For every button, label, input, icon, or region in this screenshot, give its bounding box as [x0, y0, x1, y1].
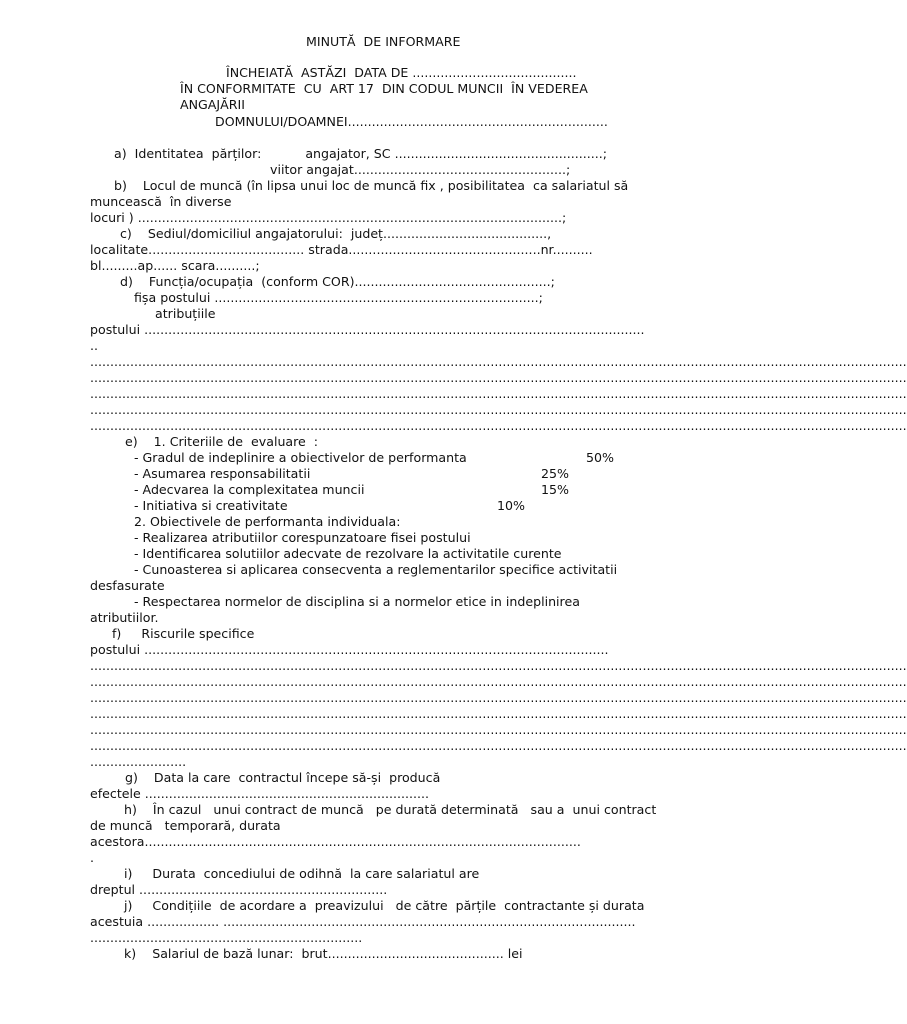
section-a-line-2: viitor angajat.....................................................;: [270, 162, 571, 177]
criterion-value: 10%: [497, 498, 525, 513]
section-i-line-2: dreptul ..............................................................: [90, 882, 388, 897]
section-b-line-1: b) Locul de muncă (în lipsa unui loc de muncă fix , posibilitatea ca salariatul să: [114, 178, 629, 193]
header-line-4: DOMNULUI/DOAMNEI.................................................................: [215, 114, 608, 129]
section-c-line-3: bl.........ap...... scara..........;: [90, 258, 260, 273]
section-g-line-1: g) Data la care contractul începe să-și producă: [125, 770, 441, 785]
section-i-line-1: i) Durata concediului de odihnă la care salariatul are: [124, 866, 480, 881]
criterion-value: 50%: [586, 450, 614, 465]
criterion-value: 25%: [541, 466, 569, 481]
section-f-line-2: postului ....................................................................................................................: [90, 642, 609, 657]
objective-item-cont: desfasurate: [90, 578, 165, 593]
objectives-title: 2. Obiectivele de performanta individuala:: [134, 514, 401, 529]
header-line-3: ANGAJĂRII: [180, 97, 245, 112]
section-h-line-2: de muncă temporară, durata: [90, 818, 281, 833]
dotted-line: ............................................................................................................................................................................................................: [90, 370, 907, 385]
section-j-line-2: acestuia .................. .......................................................................................................: [90, 914, 636, 929]
criterion-value: 15%: [541, 482, 569, 497]
objective-item: - Cunoasterea si aplicarea consecventa a reglementarilor specifice activitatii: [134, 562, 618, 577]
dotted-line: ............................................................................................................................................................................................................: [90, 658, 907, 673]
criterion-label: - Initiativa si creativitate: [134, 498, 288, 513]
section-d-line-5: ..: [90, 338, 99, 353]
header-line-2: ÎN CONFORMITATE CU ART 17 DIN CODUL MUNCII ÎN VEDEREA: [180, 81, 588, 96]
section-d-line-3: atribuțiile: [155, 306, 216, 321]
header-line-1: ÎNCHEIATĂ ASTĂZI DATA DE .........................................: [226, 65, 577, 80]
section-g-line-2: efectele .......................................................................: [90, 786, 430, 801]
section-j-line-1: j) Condițiile de acordare a preavizului de către părțile contractante și durata: [124, 898, 645, 913]
dotted-line: ............................................................................................................................................................................................................: [90, 354, 907, 369]
objective-item-cont: atributiilor.: [90, 610, 159, 625]
section-f-end: ........................: [90, 754, 187, 769]
section-c-line-1: c) Sediul/domiciliul angajatorului: județ.........................................,: [120, 226, 552, 241]
section-b-line-2: muncească în diverse: [90, 194, 232, 209]
dotted-line: ............................................................................................................................................................................................................: [90, 690, 907, 705]
dotted-line: ............................................................................................................................................................................................................: [90, 738, 907, 753]
dotted-line: ............................................................................................................................................................................................................: [90, 418, 907, 433]
section-c-line-2: localitate....................................... strada................................................nr..........: [90, 242, 593, 257]
section-a-line-1: a) Identitatea părților: angajator, SC ....................................................;: [114, 146, 607, 161]
section-d-line-2: fișa postului .................................................................................;: [134, 290, 543, 305]
section-j-line-3: ....................................................................: [90, 930, 363, 945]
objective-item: - Respectarea normelor de disciplina si a normelor etice in indeplinirea: [134, 594, 580, 609]
criterion-label: - Adecvarea la complexitatea muncii: [134, 482, 365, 497]
objective-item: - Realizarea atributiilor corespunzatoare fisei postului: [134, 530, 471, 545]
dotted-line: ............................................................................................................................................................................................................: [90, 722, 907, 737]
dotted-line: ............................................................................................................................................................................................................: [90, 706, 907, 721]
dotted-line: ............................................................................................................................................................................................................: [90, 674, 907, 689]
section-f-line-1: f) Riscurile specifice: [112, 626, 255, 641]
objective-item: - Identificarea solutiilor adecvate de rezolvare la activitatile curente: [134, 546, 562, 561]
dotted-line: ............................................................................................................................................................................................................: [90, 386, 907, 401]
section-h-line-3: acestora.............................................................................................................: [90, 834, 581, 849]
section-h-line-4: .: [90, 850, 95, 865]
criterion-label: - Asumarea responsabilitatii: [134, 466, 311, 481]
section-b-line-3: locuri ) ..........................................................................................................;: [90, 210, 567, 225]
section-d-line-1: d) Funcția/ocupația (conform COR).................................................;: [120, 274, 555, 289]
section-e-title: e) 1. Criteriile de evaluare :: [125, 434, 319, 449]
dotted-line: ............................................................................................................................................................................................................: [90, 402, 907, 417]
section-d-line-4: postului .............................................................................................................................: [90, 322, 645, 337]
section-k-line-1: k) Salariul de bază lunar: brut............................................ lei: [124, 946, 523, 961]
criterion-label: - Gradul de indeplinire a obiectivelor de performanta: [134, 450, 467, 465]
document-title: MINUTĂ DE INFORMARE: [306, 34, 461, 49]
section-h-line-1: h) În cazul unui contract de muncă pe durată determinată sau a unui contract: [124, 802, 657, 817]
